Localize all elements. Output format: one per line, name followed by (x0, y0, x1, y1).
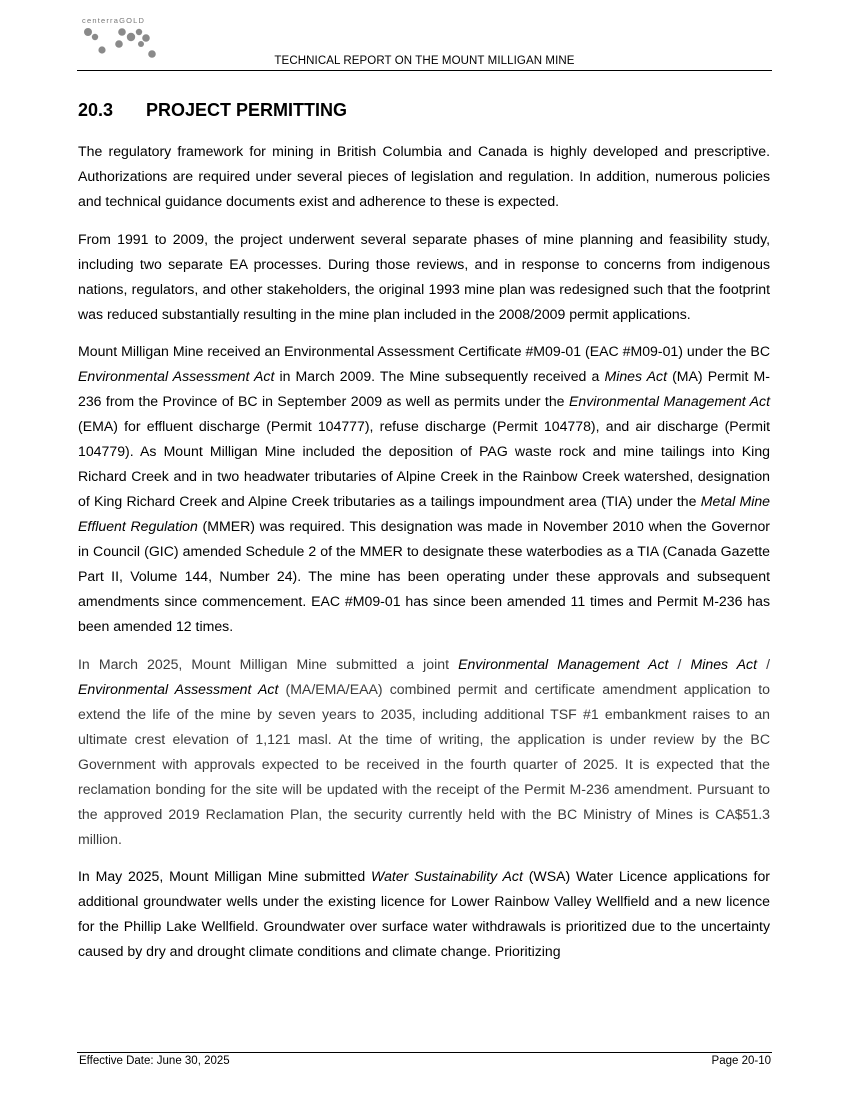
paragraph-1: The regulatory framework for mining in British Columbia and Canada is highly developed and prescriptive. Authorizations are required under several pieces of legislation and regulation. In addition, numerous policies and technical guidance documents exist and adherence to these is expected. (78, 143, 770, 209)
effective-date: Effective Date: June 30, 2025 (79, 1055, 230, 1067)
act-name: Environmental Management Act (458, 655, 669, 672)
paragraph-4: In March 2025, Mount Milligan Mine submitted a joint Environmental Management Act / Mines Act / Environmental Assessment Act (MA/EMA/EAA) combined permit and certificate amendment application to extend the life of the mine by seven years to 2035, including additional TSF #1 embankment raises to an ultimate crest elevation of 1,121 masl. At the time of writing, the application is under review by the BC Government with approvals expected to be received in the fourth quarter of 2025. It is expected that the reclamation bonding for the site will be updated with the receipt of the Permit M-236 amendment. Pursuant to the approved 2019 Reclamation Plan, the security currently held with the BC Ministry of Mines is CA$51.3 million. (78, 655, 771, 847)
act-name: Water Sustainability Act (371, 868, 523, 884)
paragraph-2: From 1991 to 2009, the project underwent several separate phases of mine planning and feasibility study, including two separate EA processes. During those reviews, and in response to concerns from indigenous nations, regulators, and other stakeholders, the original 1993 mine plan was redesigned such that the footprint was reduced substantially resulting in the mine plan included in the 2008/2009 permit applications. (78, 230, 770, 322)
header-divider (77, 70, 772, 71)
paragraph-3: Mount Milligan Mine received an Environmental Assessment Certificate #M09-01 (EAC #M09-01) under the BC Environmental Assessment Act in March 2009. The Mine subsequently received a Mines Act (MA) Permit M-236 from the Province of BC in September 2009 as well as permits under the Environmental Management Act (EMA) for effluent discharge (Permit 104777), refuse discharge (Permit 104778), and air discharge (Permit 104779). As Mount Milligan Mine included the deposition of PAG waste rock and mine tailings into King Richard Creek and in two headwater tributaries of Alpine Creek in the Rainbow Creek watershed, designation of King Richard Creek and Alpine Creek tributaries as a tailings impoundment area (TIA) under the Metal Mine Effluent Regulation (MMER) was required. This designation was made in November 2010 when the Governor in Council (GIC) amended Schedule 2 of the MMER to designate these waterbodies as a TIA (Canada Gazette Part II, Volume 144, Number 24). The mine has been operating under these approvals and subsequent amendments since commencement. EAC #M09-01 has since been amended 11 times and Permit M-236 has been amended 12 times. (78, 343, 770, 634)
report-header-title: TECHNICAL REPORT ON THE MOUNT MILLIGAN MINE (274, 55, 575, 67)
regulation-name: Metal Mine Effluent Regulation (78, 493, 770, 534)
paragraph-5: In May 2025, Mount Milligan Mine submitted Water Sustainability Act (WSA) Water Licence applications for additional groundwater wells under the existing licence for Lower Rainbow Valley Wellfield and a new licence for the Phillip Lake Wellfield. Groundwater over surface water withdrawals is prioritized due to the uncertainty caused by dry and drought climate conditions and climate change. Prioritizing (78, 868, 770, 959)
act-name: Mines Act (604, 368, 667, 384)
section-heading (78, 100, 347, 121)
act-name: Environmental Assessment Act (78, 368, 275, 384)
page-number: Page 20-10 (711, 1055, 771, 1067)
section-number: 20.3 (78, 100, 114, 120)
act-name: Environmental Assessment Act (78, 680, 279, 697)
logo-wordmark: centerraGOLD (82, 16, 146, 25)
act-name: Environmental Management Act (568, 393, 770, 409)
footer-divider (77, 1052, 772, 1053)
body-text (78, 139, 770, 977)
section-title: PROJECT PERMITTING (146, 100, 348, 120)
act-name: Mines Act (690, 655, 758, 672)
